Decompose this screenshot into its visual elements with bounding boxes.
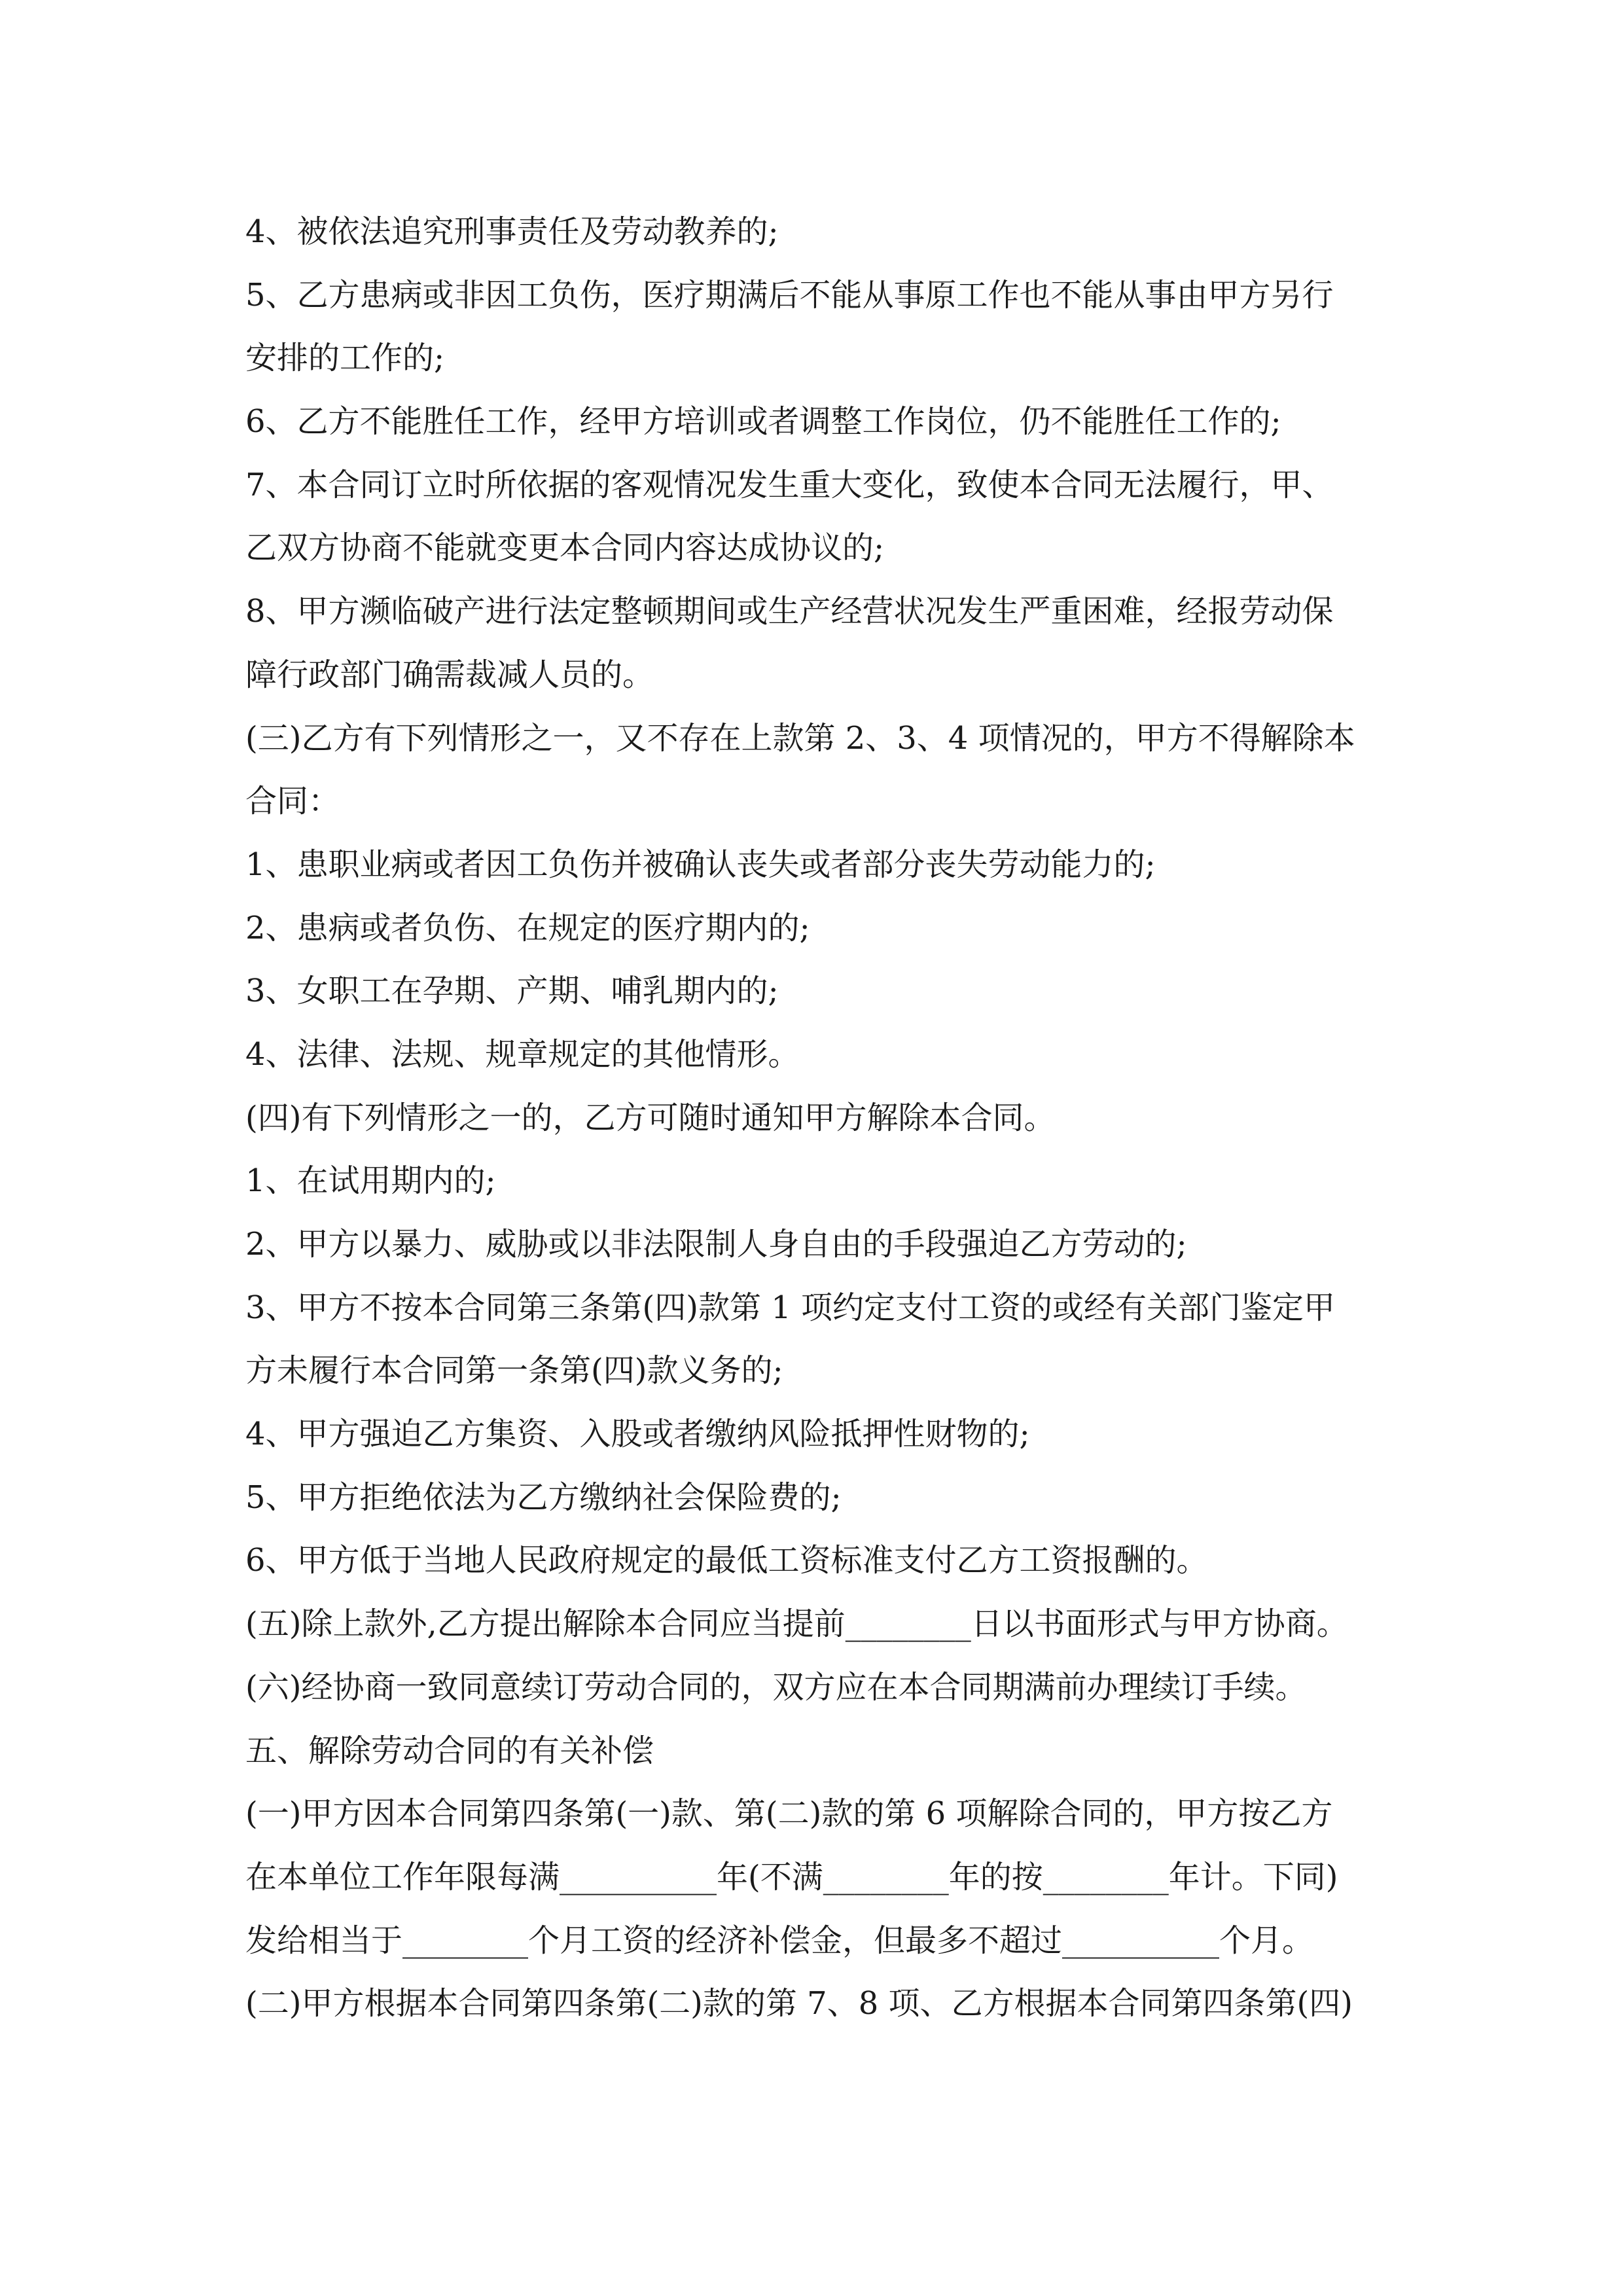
text-line: (一)甲方因本合同第四条第(一)款、第(二)款的第 6 项解除合同的，甲方按乙方 [245,1795,1333,1833]
text-line: 安排的工作的; [245,340,445,377]
text-line: 1、在试用期内的; [245,1162,496,1200]
text-line: 合同： [245,783,340,820]
text-line: (三)乙方有下列情形之一，又不存在上款第 2、3、4 项情况的，甲方不得解除本 [245,719,1355,757]
text-line: 2、甲方以暴力、威胁或以非法限制人身自由的手段强迫乙方劳动的; [245,1226,1187,1263]
text-line: 障行政部门确需裁减人员的。 [245,656,654,693]
text-line: 5、乙方患病或非因工负伤，医疗期满后不能从事原工作也不能从事由甲方另行 [245,276,1334,314]
text-line: (五)除上款外,乙方提出解除本合同应当提前________日以书面形式与甲方协商。 [245,1605,1348,1643]
text-line: 8、甲方濒临破产进行法定整顿期间或生产经营状况发生严重困难，经报劳动保 [245,593,1334,630]
text-line: 6、乙方不能胜任工作，经甲方培训或者调整工作岗位，仍不能胜任工作的; [245,403,1281,440]
text-line: 5、甲方拒绝依法为乙方缴纳社会保险费的; [245,1479,842,1516]
document-body [245,200,1397,2036]
text-line: 4、甲方强迫乙方集资、入股或者缴纳风险抵押性财物的; [245,1416,1030,1453]
text-line: 3、女职工在孕期、产期、哺乳期内的; [245,973,779,1010]
text-line: 在本单位工作年限每满__________年(不满________年的按________年计。下同) [245,1858,1338,1895]
text-line: 2、患病或者负伤、在规定的医疗期内的; [245,909,810,946]
text-line: 4、法律、法规、规章规定的其他情形。 [245,1035,800,1073]
text-line: 方未履行本合同第一条第(四)款义务的; [245,1352,783,1390]
text-line: (六)经协商一致同意续订劳动合同的，双方应在本合同期满前办理续订手续。 [245,1668,1307,1706]
text-line: 1、患职业病或者因工负伤并被确认丧失或者部分丧失劳动能力的; [245,846,1156,883]
text-line: 发给相当于________个月工资的经济补偿金，但最多不超过__________个月。 [245,1922,1314,1959]
text-line: 五、解除劳动合同的有关补偿 [245,1732,654,1769]
text-line: 3、甲方不按本合同第三条第(四)款第 1 项约定支付工资的或经有关部门鉴定甲 [245,1289,1336,1326]
text-line: 乙双方协商不能就变更本合同内容达成协议的; [245,529,885,567]
text-line: 7、本合同订立时所依据的客观情况发生重大变化，致使本合同无法履行，甲、 [245,466,1334,503]
text-line: 4、被依法追究刑事责任及劳动教养的; [245,213,779,250]
text-line: (四)有下列情形之一的，乙方可随时通知甲方解除本合同。 [245,1099,1056,1136]
text-line: 6、甲方低于当地人民政府规定的最低工资标准支付乙方工资报酬的。 [245,1542,1208,1579]
text-line: (二)甲方根据本合同第四条第(二)款的第 7、8 项、乙方根据本合同第四条第(四) [245,1985,1353,2022]
